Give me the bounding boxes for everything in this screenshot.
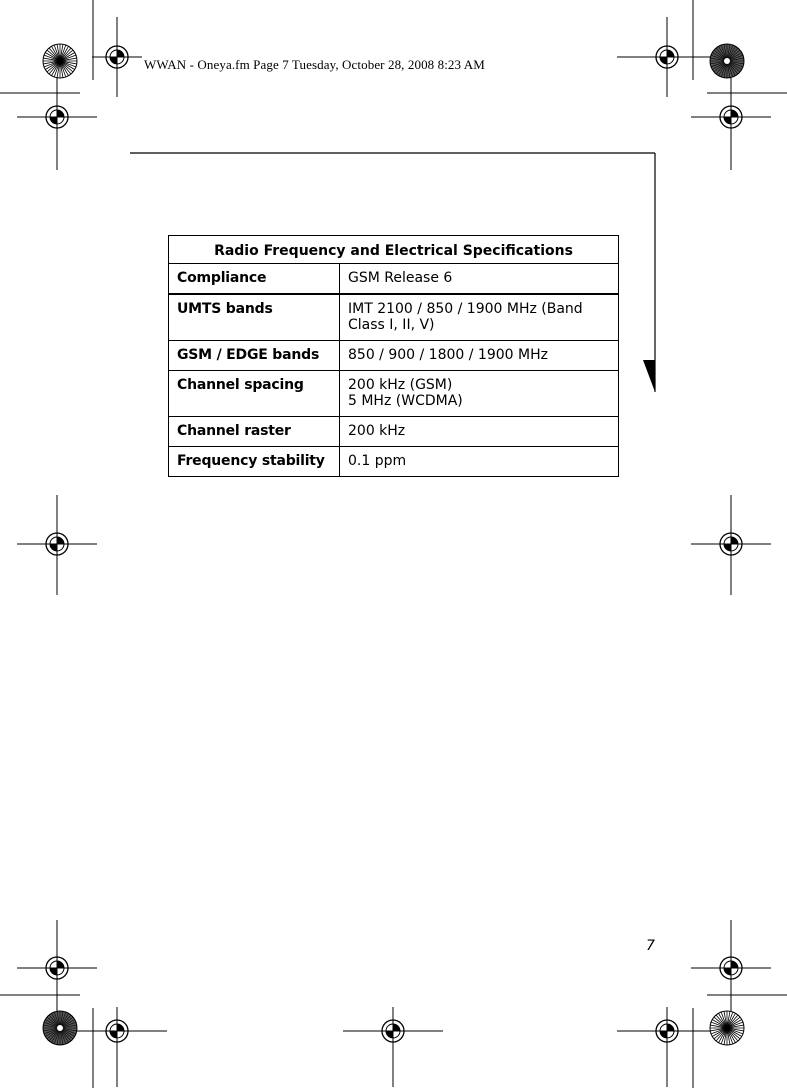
- triangle-marker-icon: [643, 360, 655, 392]
- row-value: [340, 341, 619, 371]
- row-value-line: 850 / 900 / 1800 / 1900 MHz: [348, 347, 548, 363]
- spec-table: [168, 235, 619, 477]
- starburst-target-icon: [43, 1011, 77, 1045]
- row-value-line: GSM Release 6: [348, 270, 453, 286]
- starburst-target-icon: [710, 1011, 744, 1045]
- row-label: GSM / EDGE bands: [169, 341, 340, 371]
- table-row: [169, 341, 619, 371]
- row-label: Compliance: [169, 264, 340, 295]
- row-label: Frequency stability: [169, 447, 340, 477]
- row-value: [340, 371, 619, 417]
- row-value-line: 200 kHz: [348, 423, 406, 439]
- row-label: Channel spacing: [169, 371, 340, 417]
- row-value-line: 200 kHz (GSM): [348, 377, 453, 393]
- table-row: [169, 264, 619, 295]
- row-value: [340, 294, 619, 341]
- row-value-line: IMT 2100 / 850 / 1900 MHz (Band: [348, 301, 583, 317]
- row-value-line: Class I, II, V): [348, 317, 435, 333]
- table-title: Radio Frequency and Electrical Specifications: [169, 236, 619, 264]
- row-value-line: 0.1 ppm: [348, 453, 407, 469]
- starburst-target-icon: [43, 44, 77, 78]
- page-number: 7: [646, 938, 655, 954]
- document-slug: WWAN - Oneya.fm Page 7 Tuesday, October 28, 2008 8:23 AM: [144, 57, 485, 72]
- starburst-target-icon: [710, 44, 744, 78]
- row-label: UMTS bands: [169, 294, 340, 341]
- table-row: [169, 447, 619, 477]
- row-value: [340, 264, 619, 295]
- table-row: [169, 371, 619, 417]
- row-value: [340, 417, 619, 447]
- table-header-row: [169, 236, 619, 264]
- row-label: Channel raster: [169, 417, 340, 447]
- row-value: [340, 447, 619, 477]
- table-row: [169, 417, 619, 447]
- row-value-line: 5 MHz (WCDMA): [348, 393, 463, 409]
- table-row: [169, 294, 619, 341]
